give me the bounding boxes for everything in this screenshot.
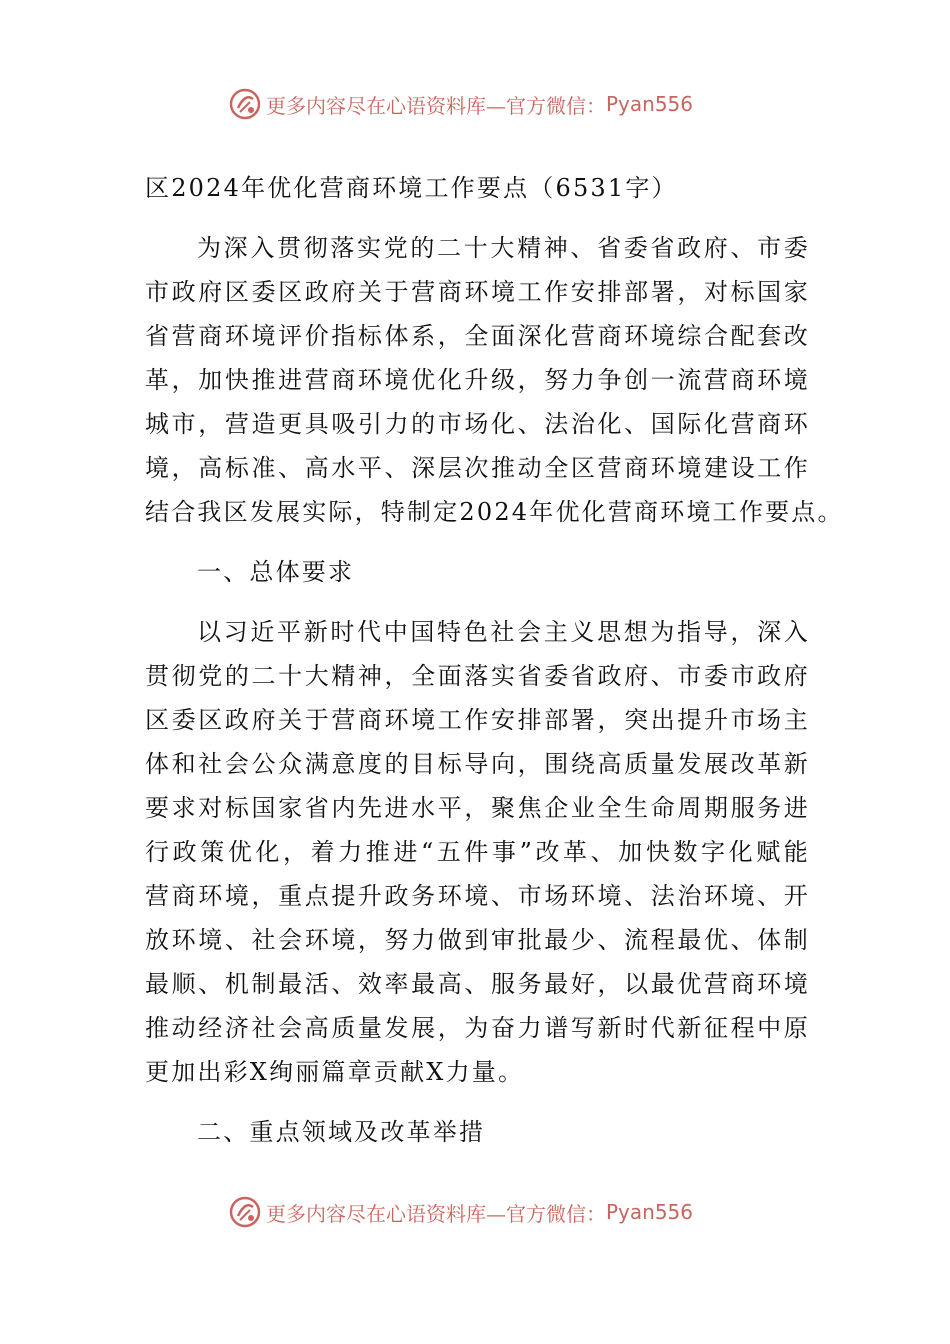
document-body: [145, 166, 844, 1154]
watermark-wechat-id: Pyan556: [606, 1200, 694, 1224]
intro-paragraph: [145, 226, 844, 534]
paragraph-line: 市政府区委区政府关于营商环境工作安排部署，对标国家: [145, 278, 810, 306]
paragraph-line: 体和社会公众满意度的目标导向，围绕高质量发展改革新: [145, 750, 810, 778]
paragraph-line: 贯彻党的二十大精神，全面落实省委省政府、市委市政府: [145, 662, 810, 690]
paragraph-line: 区委区政府关于营商环境工作安排部署，突出提升市场主: [145, 706, 810, 734]
general-requirements-paragraph: [145, 610, 810, 1094]
section-heading-1: 一、总体要求: [197, 558, 355, 586]
paragraph-line: 最顺、机制最活、效率最高、服务最好，以最优营商环境: [145, 970, 810, 998]
paragraph-line: 革，加快推进营商环境优化升级，努力争创一流营商环境: [145, 366, 810, 394]
logo-icon: [228, 1195, 262, 1229]
paragraph-line: 以习近平新时代中国特色社会主义思想为指导，深入: [197, 618, 810, 646]
watermark-wechat-id: Pyan556: [606, 92, 694, 116]
paragraph-line: 结合我区发展实际，特制定2024年优化营商环境工作要点。: [145, 498, 844, 526]
header-watermark: [228, 84, 693, 124]
paragraph-line: 境，高标准、高水平、深层次推动全区营商环境建设工作: [145, 454, 810, 482]
paragraph-line: 推动经济社会高质量发展，为奋力谱写新时代新征程中原: [145, 1014, 810, 1042]
paragraph-line: 放环境、社会环境，努力做到审批最少、流程最优、体制: [145, 926, 810, 954]
paragraph-line: 省营商环境评价指标体系，全面深化营商环境综合配套改: [145, 322, 810, 350]
paragraph-line: 更加出彩X绚丽篇章贡献X力量。: [145, 1058, 525, 1086]
paragraph-line: 为深入贯彻落实党的二十大精神、省委省政府、市委: [197, 234, 810, 262]
footer-watermark: [228, 1192, 693, 1232]
watermark-text: 更多内容尽在心语资料库—官方微信：: [266, 1201, 606, 1226]
watermark-text: 更多内容尽在心语资料库—官方微信：: [266, 93, 606, 118]
paragraph-line: 要求对标国家省内先进水平，聚焦企业全生命周期服务进: [145, 794, 810, 822]
paragraph-line: 行政策优化，着力推进“五件事”改革、加快数字化赋能: [145, 838, 810, 866]
logo-icon: [228, 87, 262, 121]
document-title: 区2024年优化营商环境工作要点（6531字）: [145, 174, 678, 202]
paragraph-line: 城市，营造更具吸引力的市场化、法治化、国际化营商环: [145, 410, 810, 438]
paragraph-line: 营商环境，重点提升政务环境、市场环境、法治环境、开: [145, 882, 810, 910]
section-heading-2: 二、重点领域及改革举措: [197, 1118, 486, 1146]
